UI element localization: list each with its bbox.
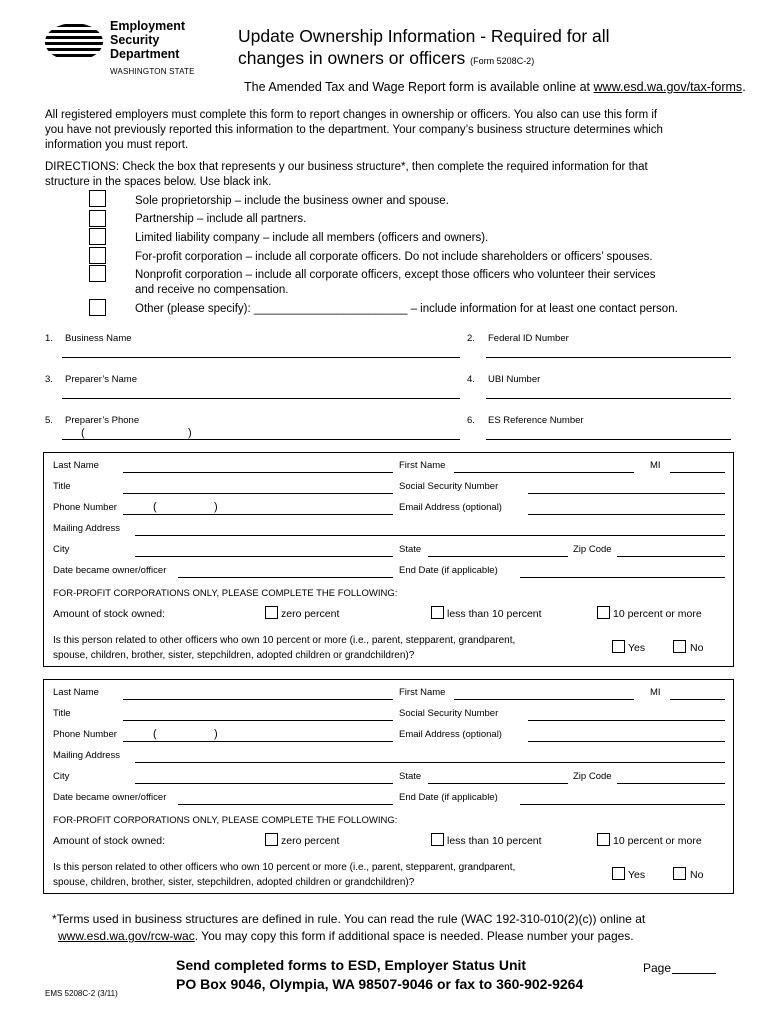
- state-field[interactable]: [428, 556, 568, 557]
- checkbox-yes[interactable]: [612, 867, 625, 880]
- other-label: Other (please specify):: [135, 303, 254, 315]
- end-date-label: End Date (if applicable): [399, 565, 498, 576]
- business-name-label: Business Name: [65, 333, 132, 344]
- 10-or-more-label: 10 percent or more: [613, 608, 702, 620]
- title-field[interactable]: [123, 493, 393, 494]
- end-date-label: End Date (if applicable): [399, 792, 498, 803]
- zero-percent-label: zero percent: [281, 608, 340, 620]
- preparer-name-field[interactable]: [62, 398, 460, 399]
- city-field[interactable]: [135, 556, 393, 557]
- federal-id-field[interactable]: [486, 357, 731, 358]
- amended-note: [244, 80, 746, 94]
- field-2-number: 2.: [467, 333, 475, 344]
- last-name-field[interactable]: [123, 472, 393, 473]
- ssn-field[interactable]: [528, 720, 725, 721]
- first-name-label: First Name: [399, 687, 446, 698]
- phone-paren-open: (: [153, 501, 157, 513]
- send-instructions: [176, 956, 583, 994]
- structure-other-label: [135, 302, 678, 317]
- terms-line-2-text: . You may copy this form if additional space is needed. Please number your pages.: [194, 929, 634, 943]
- zip-code-label: Zip Code: [573, 771, 612, 782]
- checkbox-zero-percent[interactable]: [265, 833, 278, 846]
- amended-suffix: .: [742, 80, 746, 94]
- esd-logo: [44, 18, 224, 80]
- mi-label: MI: [650, 460, 661, 471]
- terms-line-2: [52, 928, 645, 945]
- checkbox-less-than-10[interactable]: [431, 606, 444, 619]
- structure-llc-label: Limited liability company – include all members (officers and owners).: [135, 232, 489, 244]
- date-became-label: Date became owner/officer: [53, 792, 167, 803]
- zero-percent-label: zero percent: [281, 835, 340, 847]
- page-number-field[interactable]: [672, 973, 716, 974]
- mailing-address-label: Mailing Address: [53, 523, 121, 534]
- mi-field[interactable]: [670, 472, 725, 473]
- preparer-phone-field[interactable]: [62, 439, 460, 440]
- field-3-number: 3.: [45, 374, 53, 385]
- preparer-name-label: Preparer’s Name: [65, 374, 137, 385]
- phone-paren-close: ): [214, 501, 218, 513]
- title-field[interactable]: [123, 720, 393, 721]
- page-label: Page: [643, 961, 672, 975]
- send-line-1: Send completed forms to ESD, Employer Status Unit: [176, 957, 527, 973]
- form-code: EMS 5208C-2 (3/11): [45, 989, 118, 998]
- mailing-address-field[interactable]: [135, 535, 725, 536]
- structure-nonprofit-label: Nonprofit corporation – include all corporate officers, except those officers who volunteer their services: [135, 269, 656, 281]
- checkbox-less-than-10[interactable]: [431, 833, 444, 846]
- logo-line-1: Employment: [110, 19, 186, 33]
- checkbox-10-or-more[interactable]: [597, 833, 610, 846]
- tax-forms-link[interactable]: www.esd.wa.gov/tax-forms: [593, 80, 743, 94]
- phone-paren-close: ): [214, 728, 218, 740]
- other-specify-blank[interactable]: ________________________: [253, 303, 408, 315]
- mailing-address-field[interactable]: [135, 762, 725, 763]
- related-line-2: spouse, children, brother, sister, stepchildren, adopted children or grandchildren)?: [53, 877, 415, 888]
- person-block-1: [43, 452, 734, 667]
- last-name-label: Last Name: [53, 460, 99, 471]
- city-field[interactable]: [135, 783, 393, 784]
- federal-id-label: Federal ID Number: [488, 333, 569, 344]
- zip-code-field[interactable]: [617, 783, 725, 784]
- ssn-label: Social Security Number: [399, 481, 499, 492]
- logo-line-2: Security: [110, 33, 160, 47]
- phone-number-field[interactable]: [123, 514, 393, 515]
- es-reference-field[interactable]: [486, 439, 731, 440]
- first-name-field[interactable]: [454, 472, 634, 473]
- less-than-10-label: less than 10 percent: [447, 608, 542, 620]
- date-became-label: Date became owner/officer: [53, 565, 167, 576]
- ssn-label: Social Security Number: [399, 708, 499, 719]
- other-suffix: – include information for at least one contact person.: [407, 303, 678, 315]
- phone-number-label: Phone Number: [53, 502, 117, 513]
- checkbox-nonprofit[interactable]: [89, 265, 106, 282]
- checkbox-10-or-more[interactable]: [597, 606, 610, 619]
- structure-nonprofit-label-2: and receive no compensation.: [135, 284, 289, 296]
- email-field[interactable]: [528, 741, 725, 742]
- title-label: Title: [53, 481, 71, 492]
- no-label: No: [690, 869, 704, 881]
- last-name-label: Last Name: [53, 687, 99, 698]
- intro-line: All registered employers must complete this form to report changes in ownership or officers. You also can use this form if: [45, 109, 658, 121]
- phone-paren-open: (: [81, 427, 85, 439]
- logo-sub: WASHINGTON STATE: [110, 67, 195, 76]
- city-label: City: [53, 544, 70, 555]
- checkbox-sole-proprietorship[interactable]: [89, 190, 106, 207]
- mi-label: MI: [650, 687, 661, 698]
- amended-prefix: The Amended Tax and Wage Report form is available online at: [244, 80, 594, 94]
- ubi-number-label: UBI Number: [488, 374, 541, 385]
- terms-note: [52, 911, 645, 945]
- related-question: [53, 860, 515, 890]
- checkbox-zero-percent[interactable]: [265, 606, 278, 619]
- person-block-2: [43, 679, 734, 894]
- directions-paragraph: [45, 160, 648, 190]
- terms-line-1: *Terms used in business structures are defined in rule. You can read the rule (WAC 192-310-010(2)(c)) online at: [52, 912, 646, 926]
- first-name-field[interactable]: [454, 699, 634, 700]
- field-4-number: 4.: [467, 374, 475, 385]
- preparer-phone-label: Preparer’s Phone: [65, 415, 140, 426]
- checkbox-other[interactable]: [89, 299, 106, 316]
- phone-paren-open: (: [153, 728, 157, 740]
- intro-line: information you must report.: [45, 139, 189, 151]
- checkbox-no[interactable]: [673, 867, 686, 880]
- end-date-field[interactable]: [520, 577, 725, 578]
- form-number: (Form 5208C-2): [470, 56, 535, 66]
- related-line-2: spouse, children, brother, sister, stepchildren, adopted children or grandchildren)?: [53, 650, 415, 661]
- yes-label: Yes: [628, 869, 646, 881]
- field-6-number: 6.: [467, 415, 475, 426]
- first-name-label: First Name: [399, 460, 446, 471]
- city-label: City: [53, 771, 70, 782]
- email-field[interactable]: [528, 514, 725, 515]
- intro-line: you have not previously reported this information to the department. Your company’s business structure determines which: [45, 124, 663, 136]
- email-label: Email Address (optional): [399, 502, 502, 513]
- state-label: State: [399, 544, 422, 555]
- field-5-number: 5.: [45, 415, 53, 426]
- email-label: Email Address (optional): [399, 729, 502, 740]
- forprofit-heading: FOR-PROFIT CORPORATIONS ONLY, PLEASE COMPLETE THE FOLLOWING:: [53, 588, 398, 599]
- state-label: State: [399, 771, 422, 782]
- phone-paren-close: ): [188, 427, 192, 439]
- checkbox-yes[interactable]: [612, 640, 625, 653]
- date-became-field[interactable]: [178, 804, 393, 805]
- page-title-line-1: Update Ownership Information - Required for all: [238, 26, 610, 46]
- field-1-number: 1.: [45, 333, 53, 344]
- mi-field[interactable]: [670, 699, 725, 700]
- forprofit-heading: FOR-PROFIT CORPORATIONS ONLY, PLEASE COMPLETE THE FOLLOWING:: [53, 815, 398, 826]
- title-label: Title: [53, 708, 71, 719]
- checkbox-for-profit[interactable]: [89, 247, 106, 264]
- structure-forprofit-label: For-profit corporation – include all corporate officers. Do not include shareholders or officers’ spouses.: [135, 251, 653, 263]
- esd-logo-icon: [44, 22, 104, 62]
- yes-label: Yes: [628, 642, 646, 654]
- zip-code-field[interactable]: [617, 556, 725, 557]
- directions-line: DIRECTIONS: Check the box that represents y our business structure*, then complete the required information for that: [45, 161, 648, 173]
- stock-label: Amount of stock owned:: [53, 608, 166, 620]
- related-question: [53, 633, 515, 663]
- checkbox-llc[interactable]: [89, 228, 106, 245]
- related-line-1: Is this person related to other officers who own 10 percent or more (i.e., parent, stepparent, grandparent,: [53, 862, 516, 873]
- page-title-line-2: [238, 47, 534, 72]
- directions-line: structure in the spaces below. Use black ink.: [45, 176, 272, 188]
- related-line-1: Is this person related to other officers who own 10 percent or more (i.e., parent, stepparent, grandparent,: [53, 635, 516, 646]
- intro-paragraph: [45, 108, 663, 153]
- logo-line-3: Department: [110, 47, 180, 61]
- end-date-field[interactable]: [520, 804, 725, 805]
- es-reference-label: ES Reference Number: [488, 415, 584, 426]
- state-field[interactable]: [428, 783, 568, 784]
- stock-label: Amount of stock owned:: [53, 835, 166, 847]
- ssn-field[interactable]: [528, 493, 725, 494]
- zip-code-label: Zip Code: [573, 544, 612, 555]
- checkbox-no[interactable]: [673, 640, 686, 653]
- structure-sole-label: Sole proprietorship – include the business owner and spouse.: [135, 195, 449, 207]
- 10-or-more-label: 10 percent or more: [613, 835, 702, 847]
- phone-number-label: Phone Number: [53, 729, 117, 740]
- ubi-number-field[interactable]: [486, 398, 731, 399]
- phone-number-field[interactable]: [123, 741, 393, 742]
- structure-partnership-label: Partnership – include all partners.: [135, 213, 307, 225]
- send-line-2: PO Box 9046, Olympia, WA 98507-9046 or fax to 360-902-9264: [176, 976, 584, 992]
- page-title-line-2-text: changes in owners or officers: [238, 48, 466, 68]
- date-became-field[interactable]: [178, 577, 393, 578]
- no-label: No: [690, 642, 704, 654]
- last-name-field[interactable]: [123, 699, 393, 700]
- mailing-address-label: Mailing Address: [53, 750, 121, 761]
- checkbox-partnership[interactable]: [89, 210, 106, 227]
- less-than-10-label: less than 10 percent: [447, 835, 542, 847]
- rcw-wac-link[interactable]: www.esd.wa.gov/rcw-wac: [58, 929, 195, 943]
- business-name-field[interactable]: [62, 357, 460, 358]
